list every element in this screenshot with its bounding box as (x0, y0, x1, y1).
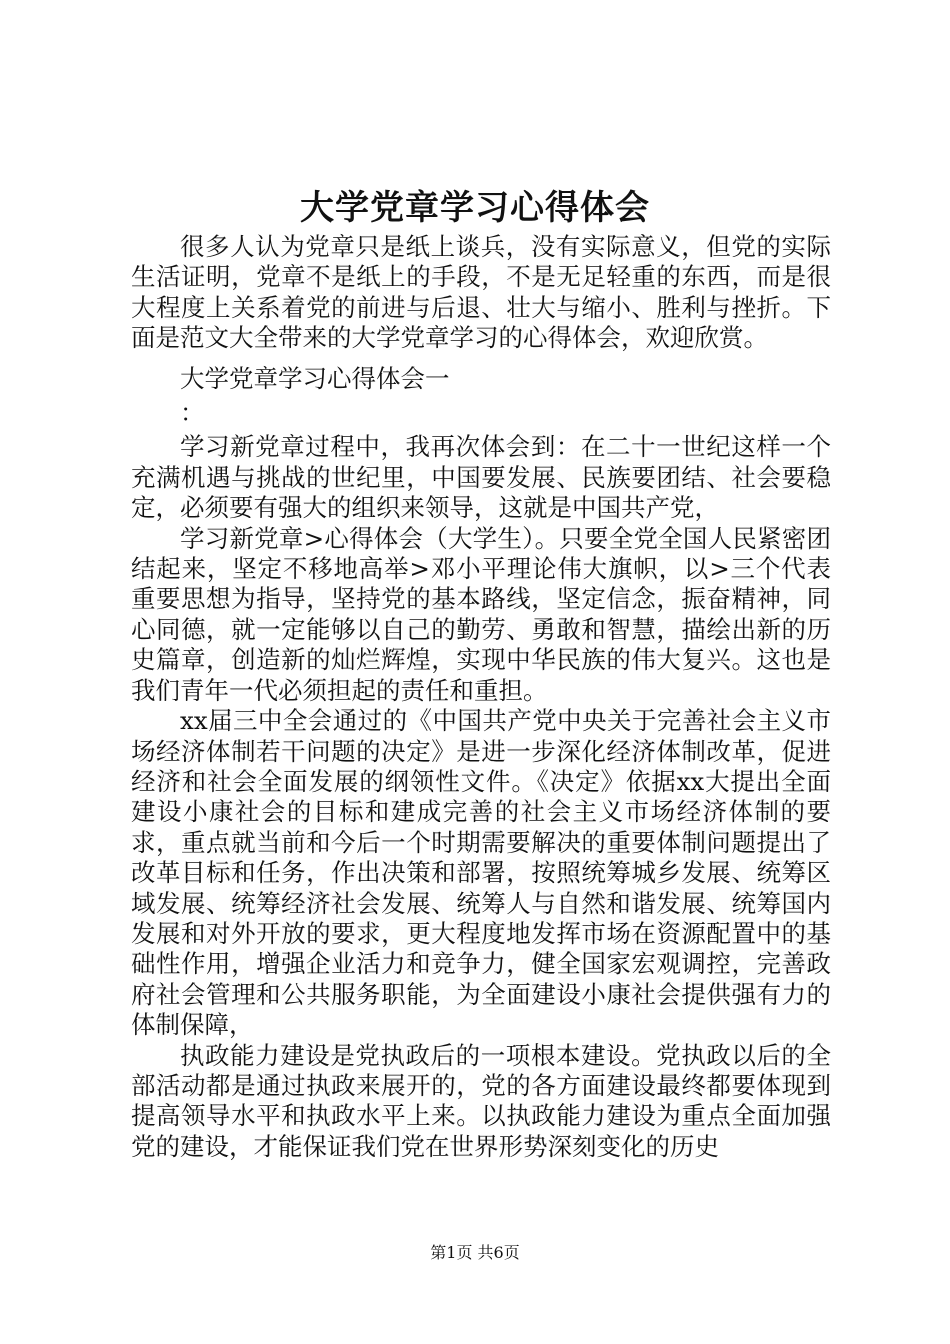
paragraph-intro: 很多人认为党章只是纸上谈兵，没有实际意义，但党的实际生活证明，党章不是纸上的手段，不是无足轻重的东西，而是很大程度上关系着党的前进与后退、壮大与缩小、胜利与挫折。下面是范文大全带来的大学党章学习的心得体会，欢迎欣赏。 (131, 232, 831, 353)
page-footer: 第1页 共6页 (430, 1243, 520, 1262)
paragraph-3: xx届三中全会通过的《中国共产党中央关于完善社会主义市场经济体制若干问题的决定》是进一步深化经济体制改革，促进经济和社会全面发展的纲领性文件。《决定》依据xx大提出全面建设小康社会的目标和建成完善的社会主义市场经济体制的要求，重点就当前和今后一个时期需要解决的重要体制问题提出了改革目标和任务，作出决策和部署，按照统筹城乡发展、统筹区域发展、统筹经济社会发展、统筹人与自然和谐发展、统筹国内发展和对外开放的要求，更大程度地发挥市场在资源配置中的基础性作用，增强企业活力和竞争力，健全国家宏观调控，完善政府社会管理和公共服务职能，为全面建设小康社会提供强有力的体制保障， (131, 706, 831, 1040)
document-body (131, 232, 831, 1162)
paragraph-2: 学习新党章>心得体会（大学生）。只要全党全国人民紧密团结起来，坚定不移地高举>邓小平理论伟大旗帜，以>三个代表重要思想为指导，坚持党的基本路线，坚定信念，振奋精神，同心同德，就一定能够以自己的勤劳、勇敢和智慧，描绘出新的历史篇章，创造新的灿烂辉煌，实现中华民族的伟大复兴。这也是我们青年一代必须担起的责任和重担。 (131, 523, 831, 705)
document-title: 大学党章学习心得体会 (300, 188, 650, 228)
section-heading: 大学党章学习心得体会一 (180, 363, 450, 393)
heading-colon: ： (180, 398, 205, 428)
paragraph-4: 执政能力建设是党执政后的一项根本建设。党执政以后的全部活动都是通过执政来展开的，党的各方面建设最终都要体现到提高领导水平和执政水平上来。以执政能力建设为重点全面加强党的建设，才能保证我们党在世界形势深刻变化的历史 (131, 1040, 831, 1161)
paragraph-1: 学习新党章过程中，我再次体会到：在二十一世纪这样一个充满机遇与挑战的世纪里，中国要发展、民族要团结、社会要稳定，必须要有强大的组织来领导，这就是中国共产党， (131, 432, 831, 523)
